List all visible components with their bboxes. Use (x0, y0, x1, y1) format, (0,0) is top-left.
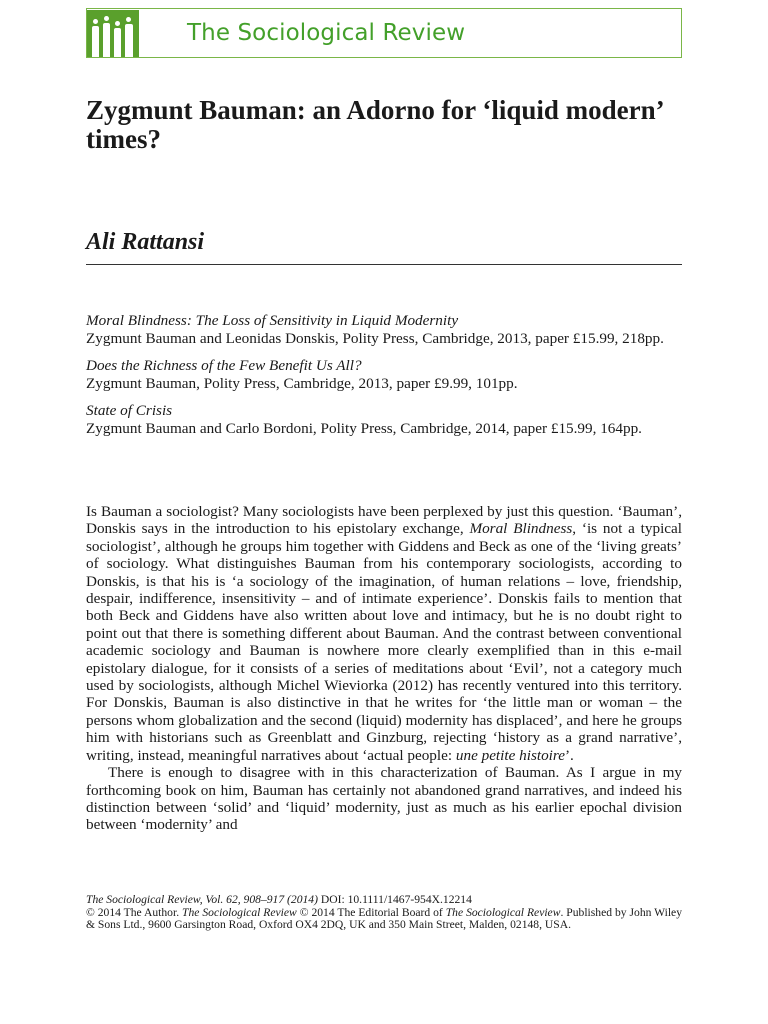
article-body (86, 503, 682, 834)
copyright-journal: The Sociological Review (445, 905, 561, 919)
book-title: State of Crisis (86, 402, 173, 419)
book-entry (86, 312, 682, 348)
journal-title: The Sociological Review (187, 20, 466, 46)
book-entry (86, 402, 682, 438)
reviewed-books (86, 312, 682, 447)
book-title: Does the Richness of the Few Benefit Us All? (86, 357, 362, 374)
body-paragraph (86, 503, 682, 764)
citation-ref: The Sociological Review, Vol. 62, 908–917 (2014) (86, 893, 318, 906)
book-details: Zygmunt Bauman and Carlo Bordoni, Polity Press, Cambridge, 2014, paper £15.99, 164pp. (86, 420, 642, 437)
body-italic-run: une petite histoire (455, 746, 565, 764)
copyright-notice (86, 907, 682, 932)
journal-logo (87, 10, 139, 57)
citation-footer (86, 894, 682, 932)
article-title: Zygmunt Bauman: an Adorno for ‘liquid modern’ times? (86, 95, 663, 154)
doi: DOI: 10.1111/1467-954X.12214 (317, 893, 472, 906)
journal-banner (86, 8, 682, 58)
title-divider (86, 264, 682, 265)
book-details: Zygmunt Bauman, Polity Press, Cambridge, 2013, paper £9.99, 101pp. (86, 375, 518, 392)
copyright-text: . Published by John Wiley & Sons Ltd., 9600 Garsington Road, Oxford OX4 2DQ, UK and 350 Main Street, Malden, 02148, USA. (86, 905, 683, 932)
body-text-run: , ‘is not a typical sociologist’, although he groups him together with Giddens and Beck as one of the ‘living greats’ of sociology. What distinguishes Bauman from his contemporary sociologists, according to Donskis, is that his is ‘a sociology of the imagination, of human relations – love, friendship, despair, indifference, insensitivity – and of intimate experience’. Donskis fails to mention that both Beck and Giddens have also written about love and intimacy, but he is no doubt right to point out that there is something different about Bauman. And the contrast between conventional academic sociology and Bauman is nowhere more clearly exemplified than in this e-mail epistolary dialogue, for it consists of a series of meditations about ‘Evil’, not a category much used by sociologists, although Michel Wieviorka (2012) has recently ventured into this territory. For Donskis, Bauman is also distinctive in that he writes for ‘the little man or woman – the persons whom globalization and the second (liquid) modernity has displaced’, and here he groups him with historians such as Greenblatt and Ginzburg, rejecting ‘history as a grand narrative’, writing, instead, meaningful narratives about ‘actual people: (86, 520, 682, 764)
body-paragraph: There is enough to disagree with in this characterization of Bauman. As I argue in my forthcoming book on him, Bauman has certainly not abandoned grand narratives, and indeed his distinction between ‘solid’ and ‘liquid’ modernity, just as much as his earlier epochal division between ‘modernity’ and (86, 764, 682, 834)
body-text-run: Is Bauman a sociologist? Many sociologists have been perplexed by just this question. ‘Bauman’, Donskis says in the introduction to his epistolary exchange, (86, 503, 682, 538)
book-entry (86, 357, 682, 393)
body-italic-run: Moral Blindness (469, 520, 573, 538)
body-text-run: ’. (564, 746, 574, 764)
copyright-journal: The Sociological Review (182, 905, 297, 919)
article-author: Ali Rattansi (86, 229, 205, 255)
copyright-text: © 2014 The Author. (86, 905, 183, 919)
copyright-text: © 2014 The Editorial Board of (296, 905, 446, 919)
book-details: Zygmunt Bauman and Leonidas Donskis, Polity Press, Cambridge, 2013, paper £15.99, 218pp. (86, 330, 664, 347)
book-title: Moral Blindness: The Loss of Sensitivity in Liquid Modernity (86, 312, 459, 329)
